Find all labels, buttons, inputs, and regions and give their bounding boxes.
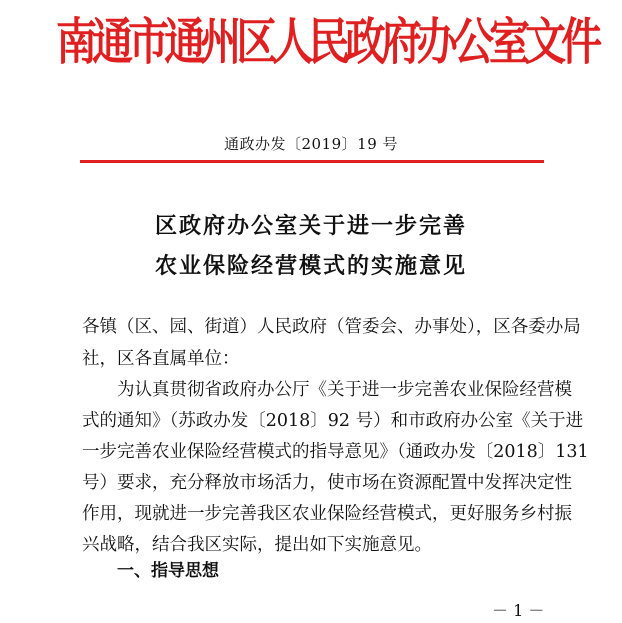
document-number: 通政办发〔2019〕19 号 — [223, 135, 399, 153]
body-line-4: 式的通知》（苏政办发〔2018〕92 号）和市政府办公室《关于进 — [82, 411, 584, 431]
body-line-3: 为认真贯彻省政府办公厅《关于进一步完善农业保险经营模 — [117, 380, 572, 400]
body-line-5: 一步完善农业保险经营模式的指导意见》（通政办发〔2018〕131 — [82, 442, 589, 462]
body-line-7: 作用，现就进一步完善我区农业保险经营模式，更好服务乡村振 — [82, 504, 572, 524]
section-heading-1: 一、指导思想 — [117, 561, 219, 581]
red-divider — [80, 160, 544, 163]
document-title-line-1: 区政府办公室关于进一步完善 — [154, 213, 467, 239]
body-line-6: 号）要求，充分释放市场活力，使市场在资源配置中发挥决定性 — [82, 473, 572, 493]
document-title-line-2: 农业保险经营模式的实施意见 — [154, 253, 467, 279]
body-line-1: 各镇（区、园、街道）人民政府（管委会、办事处），区各委办局 — [82, 317, 581, 337]
body-line-8: 兴战略，结合我区实际，提出如下实施意见。 — [82, 535, 432, 555]
body-line-2: 社，区各直属单位： — [82, 349, 240, 369]
masthead-title: 南通市通州区人民政府办公室文件 — [55, 13, 598, 71]
page-number: － 1 － — [492, 601, 545, 620]
